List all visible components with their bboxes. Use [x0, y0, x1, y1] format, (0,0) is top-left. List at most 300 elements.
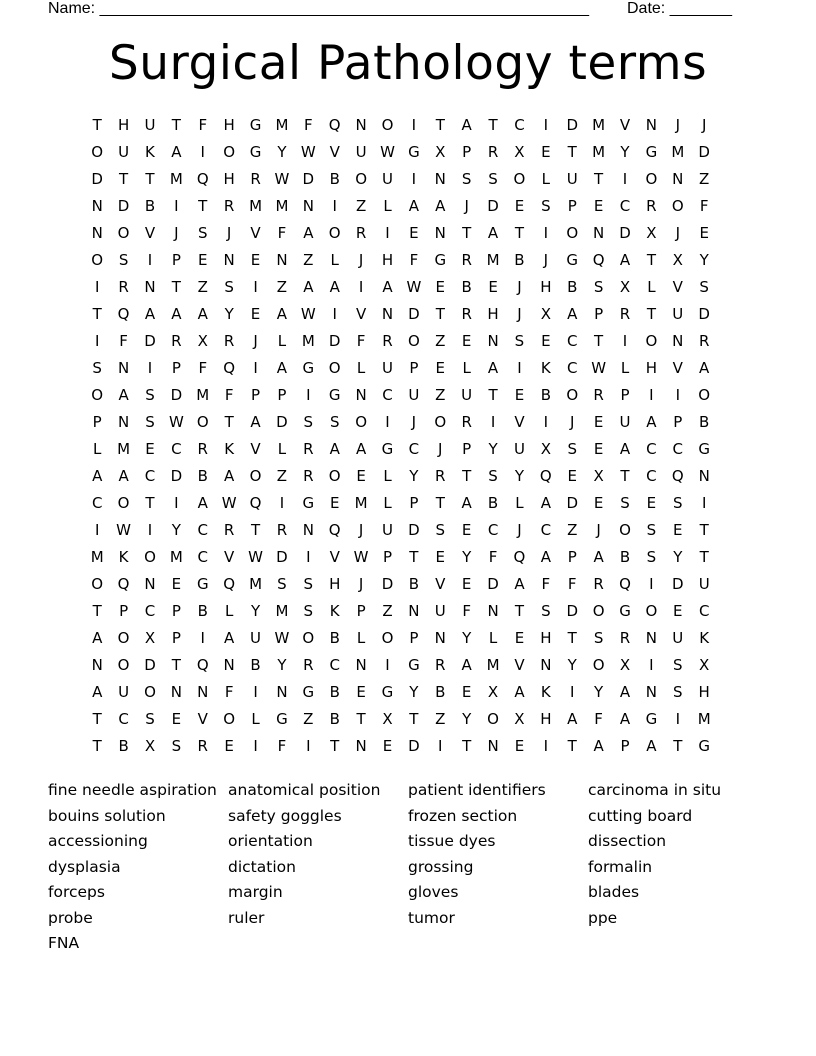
grid-letter: N [355, 656, 367, 674]
grid-letter: M [592, 116, 606, 134]
grid-letter: D [566, 494, 578, 512]
grid-letter: Q [223, 575, 236, 593]
grid-letter: Q [196, 656, 209, 674]
grid-letter: O [487, 710, 499, 728]
grid-letter: U [566, 170, 578, 188]
grid-letter: A [118, 386, 129, 404]
grid-letter: R [276, 521, 288, 539]
grid-letter: E [461, 683, 472, 701]
grid-letter: S [593, 629, 604, 647]
grid-letter: J [517, 278, 522, 296]
grid-letter: Y [462, 629, 472, 647]
grid-letter: T [330, 737, 340, 755]
grid-letter: Y [673, 548, 683, 566]
grid-letter: E [382, 737, 393, 755]
grid-letter: B [619, 548, 631, 566]
grid-letter: A [619, 710, 631, 728]
grid-letter: T [92, 602, 102, 620]
grid-letter: B [435, 683, 446, 701]
grid-letter: C [171, 440, 182, 458]
grid-letter: V [329, 143, 340, 161]
grid-letter: C [197, 548, 208, 566]
grid-letter: D [170, 386, 183, 404]
grid-letter: X [197, 332, 208, 350]
grid-letter: P [462, 440, 472, 458]
grid-letter: X [672, 251, 683, 269]
grid-letter: A [619, 683, 631, 701]
grid-letter: Y [699, 251, 709, 269]
grid-letter: T [356, 710, 366, 728]
grid-letter: N [144, 575, 156, 593]
grid-letter: D [91, 170, 103, 188]
grid-letter: J [543, 251, 549, 269]
grid-letter: B [461, 278, 472, 296]
grid-letter: M [90, 548, 104, 566]
grid-letter: X [144, 737, 156, 755]
grid-letter: K [224, 440, 235, 458]
grid-letter: A [593, 548, 604, 566]
grid-letter: O [223, 710, 236, 728]
word-list-item: forceps [48, 883, 105, 901]
grid-letter: P [594, 305, 604, 323]
grid-letter: R [197, 440, 208, 458]
page-title: Surgical Pathology terms [108, 36, 708, 91]
grid-letter: M [486, 656, 500, 674]
grid-letter: W [248, 548, 263, 566]
grid-letter: R [619, 629, 631, 647]
grid-letter: F [699, 197, 709, 215]
grid-letter: Q [223, 359, 236, 377]
grid-letter: U [434, 602, 446, 620]
grid-letter: S [699, 278, 709, 296]
grid-letter: E [593, 413, 604, 431]
grid-letter: T [145, 170, 155, 188]
grid-letter: K [329, 602, 340, 620]
grid-letter: G [249, 143, 262, 161]
grid-letter: Z [303, 710, 314, 728]
grid-letter: R [250, 170, 261, 188]
grid-letter: I [543, 413, 549, 431]
grid-letter: U [118, 683, 130, 701]
grid-letter: F [541, 575, 551, 593]
grid-letter: V [224, 548, 235, 566]
grid-letter: C [487, 521, 499, 539]
grid-letter: S [514, 332, 525, 350]
grid-letter: S [435, 521, 446, 539]
grid-letter: I [253, 737, 258, 755]
grid-letter: K [540, 683, 551, 701]
grid-letter: R [593, 575, 604, 593]
grid-letter: M [169, 548, 183, 566]
grid-letter: E [356, 467, 366, 485]
grid-letter: A [303, 278, 314, 296]
grid-letter: U [355, 143, 367, 161]
grid-letter: C [646, 467, 657, 485]
grid-letter: I [253, 278, 258, 296]
grid-letter: B [250, 656, 261, 674]
grid-letter: E [250, 251, 261, 269]
grid-letter: E [567, 467, 577, 485]
grid-letter: O [407, 332, 420, 350]
grid-letter: E [329, 494, 340, 512]
grid-letter: E [593, 197, 604, 215]
grid-letter: D [619, 224, 631, 242]
grid-letter: O [144, 548, 156, 566]
grid-letter: N [91, 224, 103, 242]
grid-letter: M [169, 170, 183, 188]
word-list-item: margin [228, 883, 283, 901]
grid-letter: U [250, 629, 262, 647]
grid-letter: T [435, 116, 445, 134]
word-search-grid [84, 112, 717, 760]
grid-letter: O [566, 386, 579, 404]
grid-letter: U [118, 143, 130, 161]
grid-letter: J [701, 116, 707, 134]
grid-letter: G [408, 656, 420, 674]
grid-letter: I [411, 116, 417, 134]
grid-letter: V [197, 710, 208, 728]
grid-letter: A [276, 359, 288, 377]
grid-letter: E [514, 737, 525, 755]
grid-letter: T [409, 710, 419, 728]
grid-letter: X [382, 710, 393, 728]
grid-letter: A [408, 197, 420, 215]
grid-letter: W [591, 359, 607, 377]
grid-letter: W [116, 521, 131, 539]
grid-letter: O [645, 602, 658, 620]
grid-letter: Y [488, 440, 498, 458]
grid-letter: K [145, 143, 155, 161]
grid-letter: M [671, 143, 685, 161]
grid-letter: I [253, 683, 258, 701]
grid-letter: Y [567, 656, 577, 674]
grid-letter: B [144, 197, 156, 215]
grid-letter: B [329, 710, 340, 728]
grid-letter: K [699, 629, 710, 647]
grid-letter: Y [409, 683, 419, 701]
grid-letter: O [381, 116, 394, 134]
grid-letter: C [566, 359, 578, 377]
grid-letter: A [514, 575, 525, 593]
grid-letter: I [200, 629, 205, 647]
grid-letter: S [541, 602, 551, 620]
grid-letter: O [698, 386, 711, 404]
grid-letter: T [488, 116, 498, 134]
grid-letter: B [329, 629, 340, 647]
grid-letter: H [223, 116, 235, 134]
grid-letter: O [355, 413, 367, 431]
grid-letter: X [646, 224, 657, 242]
grid-letter: G [328, 386, 341, 404]
grid-letter: E [514, 197, 525, 215]
word-list-item: blades [588, 883, 640, 901]
grid-letter: O [513, 170, 526, 188]
grid-letter: O [91, 251, 104, 269]
grid-letter: C [197, 521, 208, 539]
grid-letter: W [300, 305, 316, 323]
grid-letter: E [488, 278, 498, 296]
grid-letter: A [461, 656, 472, 674]
grid-letter: A [144, 305, 156, 323]
grid-letter: P [171, 251, 181, 269]
grid-letter: R [698, 332, 710, 350]
grid-letter: Q [117, 575, 130, 593]
grid-letter: S [488, 467, 498, 485]
grid-letter: T [620, 467, 630, 485]
grid-letter: A [593, 737, 604, 755]
grid-letter: X [540, 305, 551, 323]
grid-letter: U [144, 116, 156, 134]
grid-letter: I [649, 575, 654, 593]
grid-letter: L [383, 467, 392, 485]
grid-letter: Q [249, 494, 262, 512]
grid-letter: R [223, 197, 235, 215]
grid-letter: T [567, 629, 577, 647]
grid-letter: W [168, 413, 184, 431]
word-list-item: anatomical position [228, 781, 381, 799]
grid-letter: B [197, 467, 208, 485]
grid-letter: X [619, 656, 631, 674]
grid-letter: U [382, 359, 393, 377]
grid-letter: W [274, 170, 290, 188]
grid-letter: N [434, 170, 446, 188]
word-list-item: dissection [588, 832, 667, 850]
grid-letter: R [593, 386, 604, 404]
grid-letter: T [198, 197, 208, 215]
grid-letter: N [645, 629, 658, 647]
grid-letter: O [117, 656, 130, 674]
grid-letter: M [196, 386, 210, 404]
word-list-item: patient identifiers [408, 781, 546, 799]
grid-letter: A [92, 629, 103, 647]
grid-letter: Z [276, 278, 288, 296]
grid-letter: B [408, 575, 420, 593]
grid-letter: I [438, 737, 443, 755]
grid-letter: Q [196, 170, 209, 188]
grid-letter: A [92, 683, 103, 701]
grid-letter: S [171, 737, 182, 755]
grid-letter: I [279, 494, 285, 512]
grid-letter: E [198, 251, 208, 269]
grid-letter: W [380, 143, 395, 161]
word-list-item: dysplasia [48, 857, 121, 876]
grid-letter: D [170, 467, 183, 485]
grid-letter: F [224, 683, 234, 701]
grid-letter: X [514, 710, 525, 728]
grid-letter: N [223, 251, 235, 269]
grid-letter: S [620, 494, 630, 512]
grid-letter: O [328, 224, 341, 242]
grid-letter: J [358, 575, 364, 593]
grid-letter: M [275, 116, 289, 134]
grid-letter: I [517, 359, 522, 377]
word-list-item: ruler [228, 908, 265, 927]
grid-letter: L [647, 278, 656, 296]
grid-letter: H [645, 359, 658, 377]
grid-letter: T [409, 548, 419, 566]
grid-letter: Q [328, 116, 341, 134]
grid-letter: P [462, 143, 472, 161]
grid-letter: W [221, 494, 237, 512]
grid-letter: J [226, 224, 232, 242]
grid-letter: T [646, 305, 656, 323]
grid-letter: X [619, 278, 631, 296]
grid-letter: I [385, 224, 390, 242]
grid-letter: A [224, 629, 235, 647]
grid-letter: H [698, 683, 710, 701]
grid-letter: E [409, 224, 419, 242]
grid-letter: Z [197, 278, 208, 296]
grid-letter: L [462, 359, 471, 377]
grid-letter: V [250, 440, 261, 458]
grid-letter: A [540, 494, 551, 512]
grid-letter: X [540, 440, 551, 458]
grid-letter: Z [303, 251, 314, 269]
grid-letter: H [540, 710, 552, 728]
grid-letter: E [699, 224, 709, 242]
grid-letter: I [94, 332, 100, 350]
grid-letter: W [353, 548, 369, 566]
grid-letter: M [486, 251, 500, 269]
grid-letter: Z [567, 521, 578, 539]
word-list-item: FNA [48, 934, 80, 952]
grid-letter: A [329, 278, 340, 296]
grid-letter: P [382, 548, 393, 566]
grid-letter: U [461, 386, 473, 404]
grid-letter: J [596, 521, 601, 539]
grid-letter: R [303, 440, 314, 458]
grid-letter: N [698, 467, 710, 485]
grid-letter: O [592, 602, 605, 620]
grid-letter: T [250, 521, 261, 539]
grid-letter: N [117, 413, 130, 431]
grid-letter: E [461, 332, 472, 350]
grid-letter: T [673, 737, 683, 755]
grid-letter: F [488, 548, 498, 566]
grid-letter: J [358, 521, 364, 539]
grid-letter: G [302, 494, 315, 512]
grid-letter: O [355, 170, 367, 188]
grid-letter: R [461, 251, 472, 269]
grid-letter: B [118, 737, 129, 755]
grid-letter: T [567, 737, 577, 755]
grid-letter: A [646, 413, 657, 431]
grid-letter: N [593, 224, 605, 242]
grid-letter: R [646, 197, 657, 215]
grid-letter: O [223, 143, 236, 161]
grid-letter: S [541, 197, 551, 215]
grid-letter: M [117, 440, 131, 458]
grid-letter: W [300, 143, 316, 161]
grid-letter: T [171, 116, 181, 134]
grid-letter: S [303, 602, 314, 620]
grid-letter: G [276, 710, 288, 728]
grid-letter: C [646, 440, 657, 458]
grid-letter: V [329, 548, 340, 566]
word-list-item: formalin [588, 857, 653, 876]
grid-letter: I [622, 332, 628, 350]
grid-letter: N [540, 656, 552, 674]
grid-letter: U [513, 440, 525, 458]
grid-letter: C [514, 116, 525, 134]
grid-letter: X [435, 143, 446, 161]
grid-letter: E [171, 575, 182, 593]
grid-letter: I [332, 197, 337, 215]
grid-letter: C [329, 656, 340, 674]
grid-letter: H [540, 278, 552, 296]
grid-letter: T [171, 278, 181, 296]
grid-letter: O [328, 359, 341, 377]
grid-letter: H [223, 170, 235, 188]
grid-letter: S [197, 224, 208, 242]
grid-letter: P [409, 359, 419, 377]
grid-letter: C [91, 494, 103, 512]
grid-letter: I [385, 656, 390, 674]
grid-letter: E [541, 332, 551, 350]
grid-letter: T [462, 737, 472, 755]
grid-letter: J [675, 116, 680, 134]
grid-letter: I [543, 116, 549, 134]
grid-letter: I [174, 494, 179, 512]
grid-letter: B [329, 683, 340, 701]
grid-letter: G [566, 251, 579, 269]
grid-letter: N [672, 332, 684, 350]
grid-letter: T [699, 521, 709, 539]
grid-letter: E [514, 629, 525, 647]
grid-letter: N [144, 278, 156, 296]
grid-letter: A [699, 359, 710, 377]
grid-letter: D [698, 143, 710, 161]
grid-letter: A [197, 494, 208, 512]
grid-letter: E [435, 278, 446, 296]
grid-letter: R [223, 332, 235, 350]
grid-letter: Y [620, 143, 630, 161]
grid-letter: H [117, 116, 130, 134]
grid-letter: D [672, 575, 684, 593]
grid-letter: I [385, 413, 390, 431]
grid-letter: P [119, 602, 129, 620]
grid-letter: O [302, 629, 315, 647]
grid-letter: S [145, 413, 155, 431]
grid-letter: A [461, 494, 472, 512]
grid-letter: R [171, 332, 182, 350]
grid-letter: P [171, 359, 181, 377]
grid-letter: S [277, 575, 287, 593]
grid-letter: C [698, 602, 710, 620]
grid-letter: G [302, 359, 315, 377]
grid-letter: F [224, 386, 234, 404]
grid-letter: T [699, 548, 709, 566]
word-list-item: safety goggles [228, 806, 342, 825]
grid-letter: J [675, 224, 680, 242]
grid-letter: D [276, 413, 288, 431]
grid-letter: C [144, 602, 156, 620]
grid-letter: A [619, 251, 631, 269]
grid-letter: Q [539, 467, 552, 485]
word-list-item: fine needle aspiration [48, 781, 217, 799]
grid-letter: N [302, 197, 314, 215]
grid-letter: O [328, 467, 341, 485]
grid-letter: O [645, 332, 658, 350]
grid-letter: B [540, 386, 551, 404]
grid-letter: S [461, 170, 472, 188]
grid-letter: J [358, 251, 364, 269]
grid-letter: L [93, 440, 102, 458]
grid-letter: Q [328, 521, 341, 539]
grid-letter: G [408, 143, 420, 161]
grid-letter: I [306, 548, 311, 566]
word-list-item: gloves [408, 883, 459, 901]
